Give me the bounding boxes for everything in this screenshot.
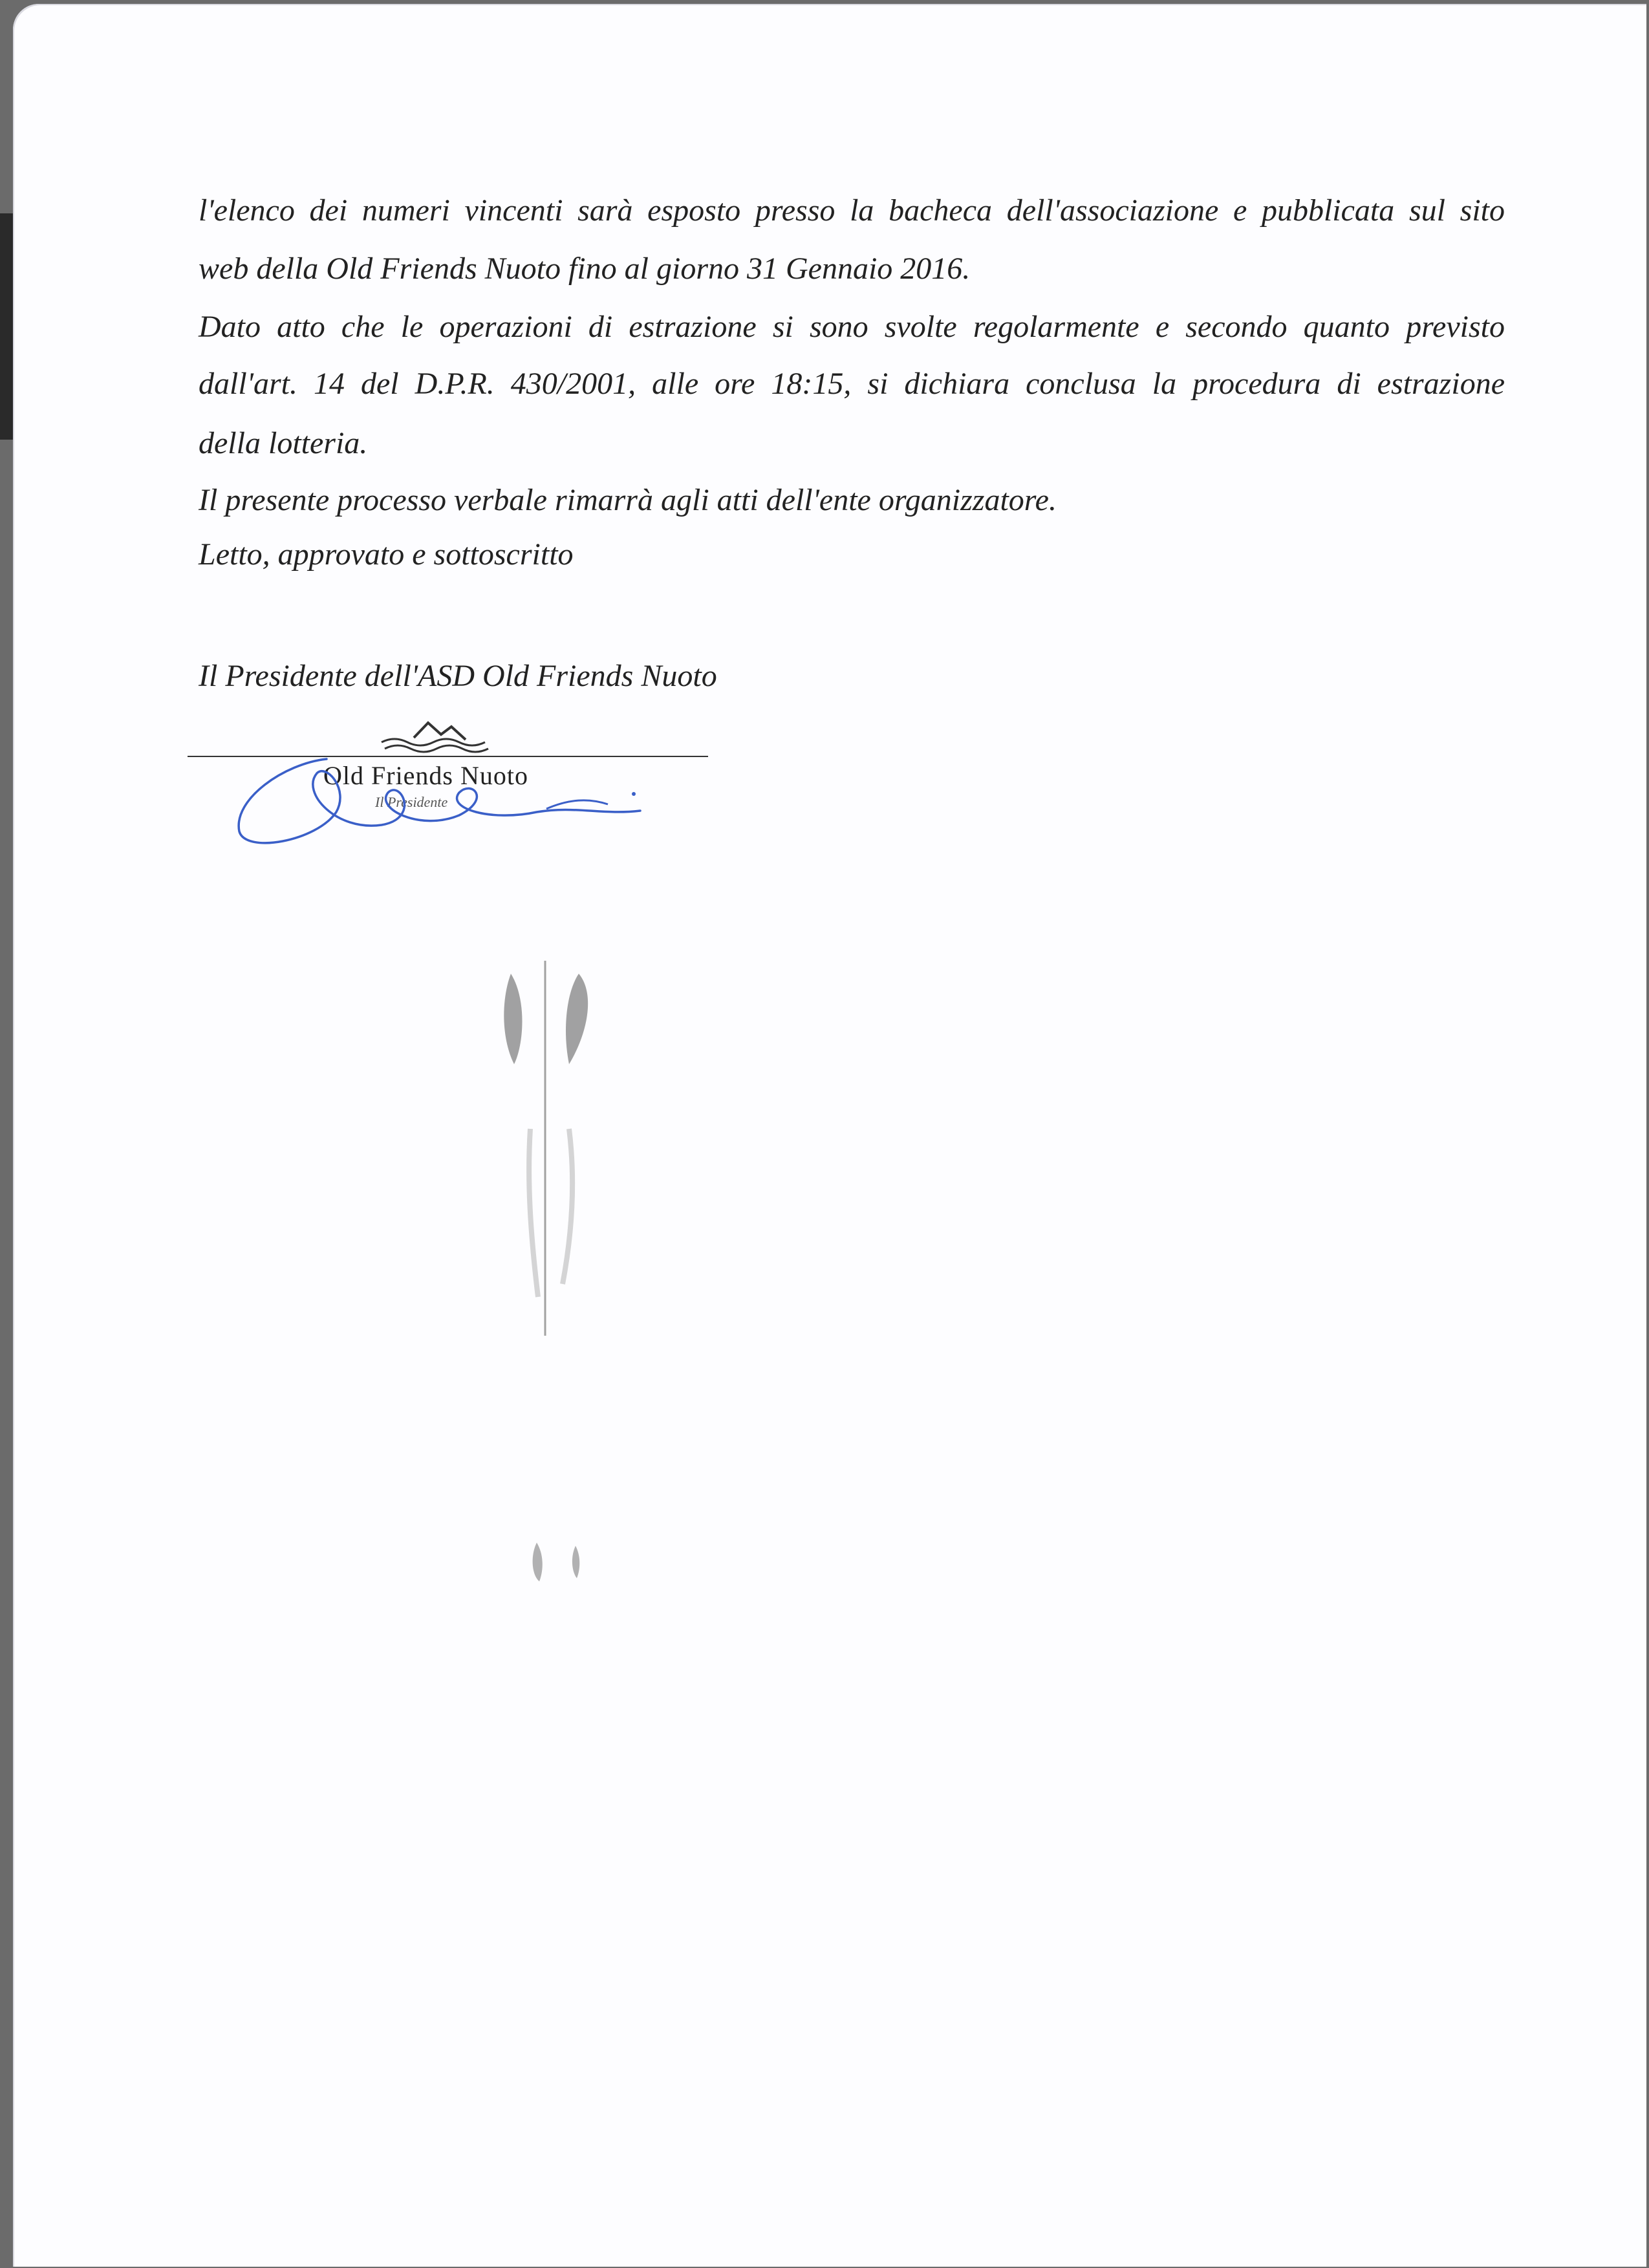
- stamp-role: Il Presidente: [375, 794, 448, 810]
- scan-edge-mark: [0, 213, 13, 440]
- closing-statement: Letto, approvato e sottoscritto: [199, 537, 574, 572]
- signatory-title: Il Presidente dell'ASD Old Friends Nuoto: [199, 659, 717, 693]
- paragraph-1-line-2: web della Old Friends Nuoto fino al giorno 31 Gennaio 2016.: [199, 251, 971, 286]
- paragraph-2-line-3: della lotteria.: [199, 426, 368, 460]
- paragraph-2-line-2: dall'art. 14 del D.P.R. 430/2001, alle ore 18:15, si dichiara conclusa la procedura di estrazione: [199, 367, 1505, 401]
- document-page: [13, 4, 1646, 2267]
- stamp-name: Old Friends Nuoto: [323, 761, 528, 790]
- paragraph-3: Il presente processo verbale rimarrà agli atti dell'ente organizzatore.: [199, 483, 1057, 517]
- handwritten-signature: [188, 702, 718, 857]
- signature-block: [188, 702, 718, 857]
- paragraph-1-line-1: l'elenco dei numeri vincenti sarà esposto presso la bacheca dell'associazione e pubblicata sul sito: [199, 193, 1505, 228]
- paragraph-2-line-1: Dato atto che le operazioni di estrazione si sono svolte regolarmente e secondo quanto previsto: [199, 310, 1505, 344]
